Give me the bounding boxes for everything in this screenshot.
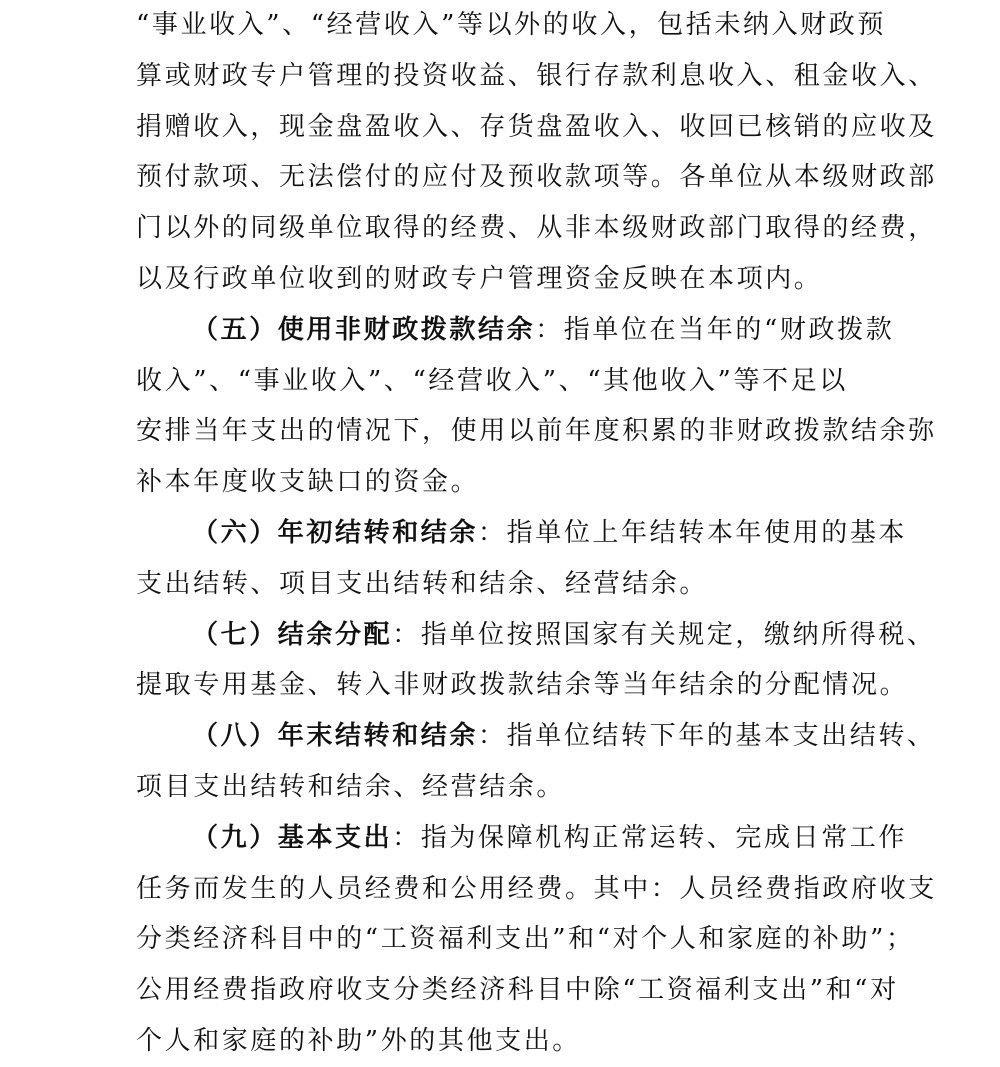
section-heading: （八）年末结转和结余: [192, 721, 479, 752]
intro-paragraph: [136, 0, 937, 305]
text-line: 公用经费指政府收支分类经济科目中除“工资福利支出”和“对: [136, 975, 899, 1006]
section-heading: （七）结余分配: [192, 619, 393, 650]
section-text: ：指单位结转下年的基本支出结转、: [478, 721, 936, 752]
section-heading: （五）使用非财政拨款结余: [192, 314, 536, 345]
section-heading: （九）基本支出: [192, 822, 393, 853]
text-line: 安排当年支出的情况下，使用以前年度积累的非财政拨款结余弥: [136, 416, 937, 447]
text-line: 提取专用基金、转入非财政拨款结余等当年结余的分配情况。: [136, 670, 909, 701]
text-line: “事业收入”、“经营收入”等以外的收入，包括未纳入财政预: [136, 10, 886, 40]
section-first-line: [136, 813, 908, 864]
text-line: 收入”、“事业收入”、“经营收入”、“其他收入”等不足以: [136, 365, 848, 396]
section-text: ：指单位在当年的“财政拨款: [535, 314, 895, 345]
section-7-paragraph: [136, 610, 936, 712]
document-page: [136, 0, 937, 1067]
section-5-paragraph: [136, 305, 937, 508]
section-first-line: [136, 711, 936, 762]
text-line: 门以外的同级单位取得的经费、从非本级财政部门取得的经费，: [136, 213, 937, 244]
text-line: 任务而发生的人员经费和公用经费。其中：人员经费指政府收支: [136, 873, 937, 904]
text-line: 以及行政单位收到的财政专户管理资金反映在本项内。: [136, 263, 823, 294]
section-text: ：指单位上年结转本年使用的基本: [478, 517, 908, 548]
section-9-paragraph: [136, 813, 937, 1067]
section-6-paragraph: [136, 508, 908, 610]
section-first-line: [136, 610, 936, 661]
text-line: 算或财政专户管理的投资收益、银行存款利息收入、租金收入、: [136, 60, 937, 91]
text-line: 支出结转、项目支出结转和结余、经营结余。: [136, 568, 709, 599]
text-line: 预付款项、无法偿付的应付及预收款项等。各单位从本级财政部: [136, 162, 937, 193]
section-first-line: [136, 305, 896, 356]
text-line: 个人和家庭的补助”外的其他支出。: [136, 1025, 581, 1056]
text-line: 分类经济科目中的“工资福利支出”和“对个人和家庭的补助”；: [136, 924, 915, 955]
section-first-line: [136, 508, 908, 559]
text-line: 捐赠收入，现金盘盈收入、存货盘盈收入、收回已核销的应收及: [136, 111, 937, 142]
section-text: ：指为保障机构正常运转、完成日常工作: [392, 822, 908, 853]
section-text: ：指单位按照国家有关规定，缴纳所得税、: [392, 619, 936, 650]
section-8-paragraph: [136, 711, 936, 813]
text-line: 补本年度收支缺口的资金。: [136, 467, 480, 498]
text-line: 项目支出结转和结余、经营结余。: [136, 771, 566, 802]
section-heading: （六）年初结转和结余: [192, 517, 479, 548]
